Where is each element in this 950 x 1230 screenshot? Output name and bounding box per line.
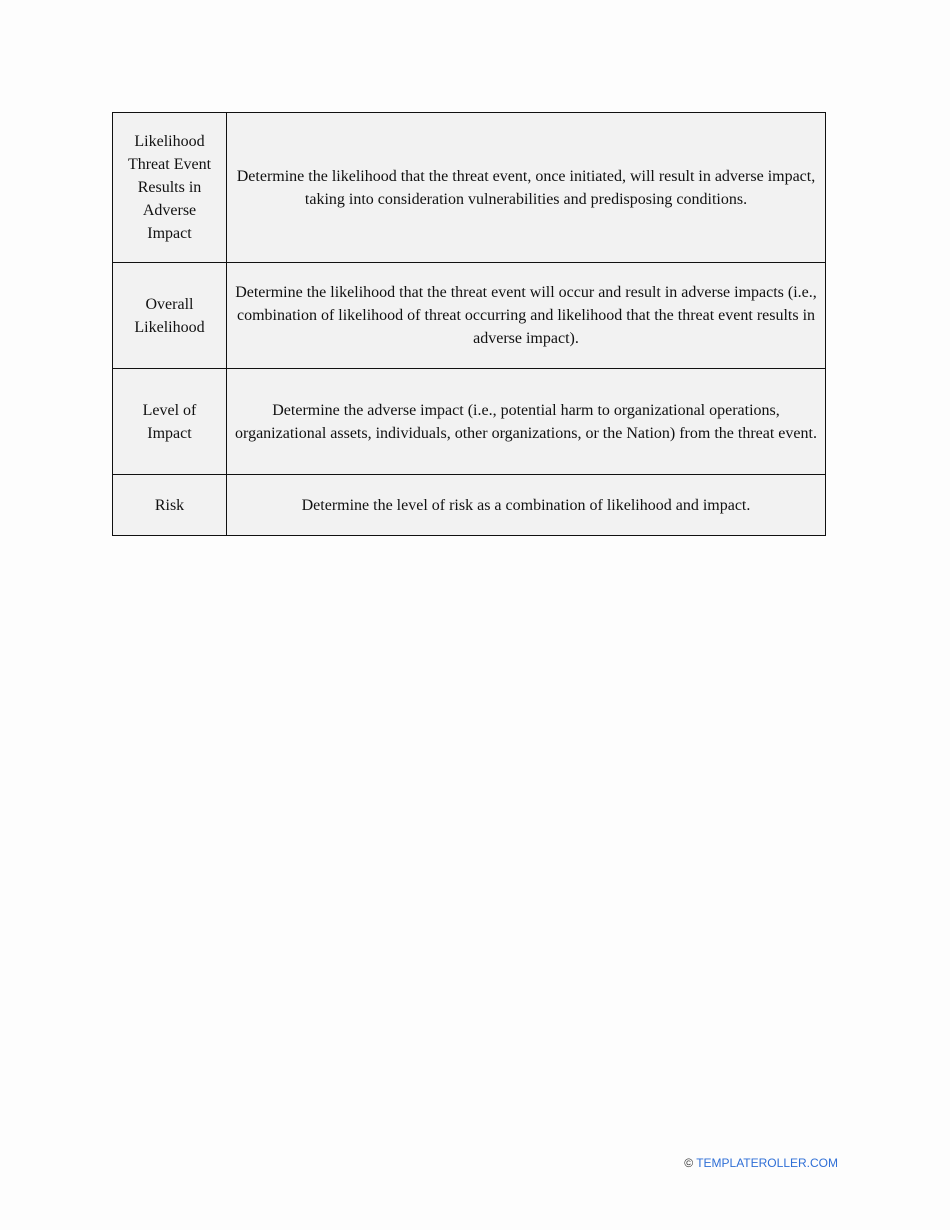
table-row	[113, 113, 826, 263]
description-cell: Determine the adverse impact (i.e., potential harm to organizational operations, organizational assets, individuals, other organizations, or the Nation) from the threat event.	[227, 369, 826, 475]
risk-assessment-table	[112, 112, 826, 536]
description-cell: Determine the likelihood that the threat event will occur and result in adverse impacts (i.e., combination of likelihood of threat occurring and likelihood that the threat event results in adverse impact).	[227, 263, 826, 369]
term-cell: Overall Likelihood	[113, 263, 227, 369]
templateroller-link[interactable]: TEMPLATEROLLER.COM	[696, 1156, 838, 1170]
table-row	[113, 369, 826, 475]
table-row	[113, 263, 826, 369]
table-row	[113, 475, 826, 536]
term-cell: Risk	[113, 475, 227, 536]
term-cell: Likelihood Threat Event Results in Adverse Impact	[113, 113, 227, 263]
description-cell: Determine the likelihood that the threat event, once initiated, will result in adverse impact, taking into consideration vulnerabilities and predisposing conditions.	[227, 113, 826, 263]
description-cell: Determine the level of risk as a combination of likelihood and impact.	[227, 475, 826, 536]
term-cell: Level of Impact	[113, 369, 227, 475]
copyright-symbol: ©	[684, 1156, 694, 1170]
footer-credit	[684, 1156, 838, 1170]
